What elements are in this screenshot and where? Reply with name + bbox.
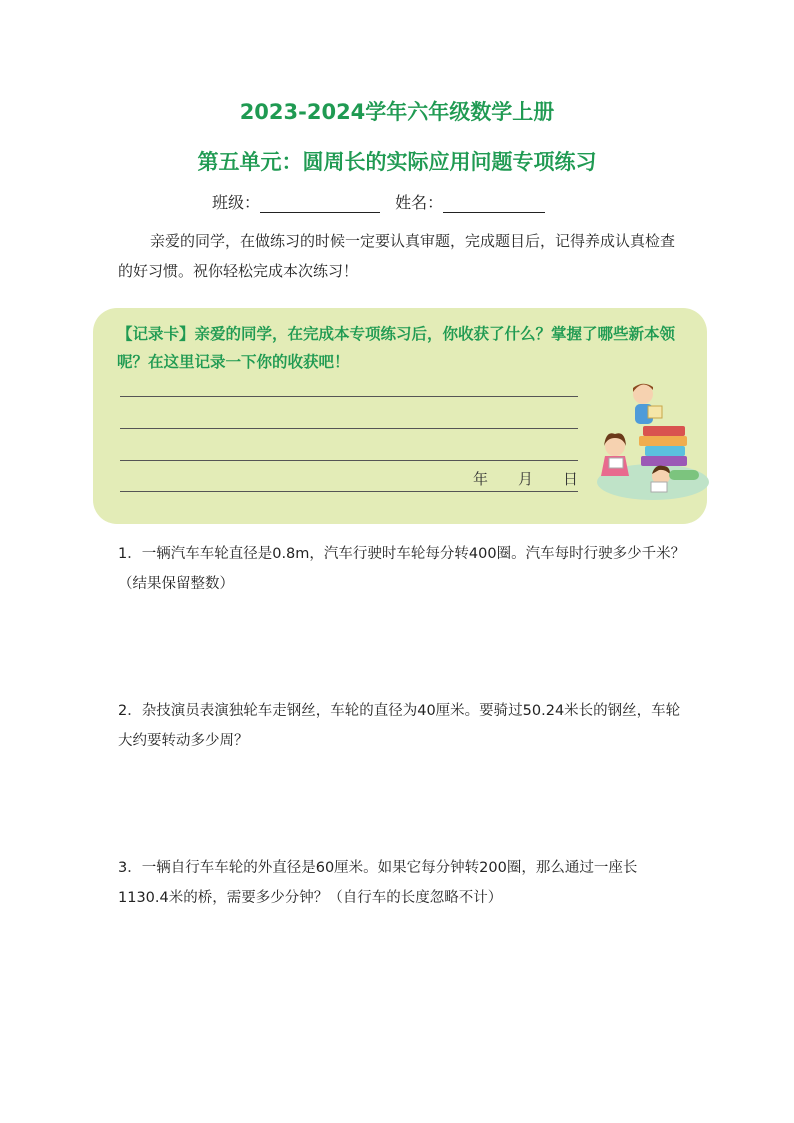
girl-book <box>609 458 623 468</box>
month-label: 月 <box>517 470 533 488</box>
record-date <box>473 468 578 489</box>
record-card-prompt: 【记录卡】亲爱的同学，在完成本专项练习后，你收获了什么？掌握了哪些新本领呢？在这里记录一下你的收获吧！ <box>117 325 676 371</box>
reading-children-illustration <box>593 378 711 508</box>
record-line[interactable] <box>120 460 578 461</box>
page-title: 2023-2024学年六年级数学上册 <box>239 100 555 124</box>
student-info-row <box>212 190 545 213</box>
boy-body <box>669 470 699 480</box>
book <box>639 436 687 446</box>
class-blank[interactable] <box>260 194 380 213</box>
book <box>643 426 685 436</box>
record-line[interactable] <box>120 491 578 492</box>
record-card <box>93 308 707 524</box>
year-label: 年 <box>473 470 489 488</box>
boy-book <box>651 482 667 492</box>
class-label: 班级： <box>212 193 261 212</box>
question-1: 1．一辆汽车车轮直径是0.8m，汽车行驶时车轮每分转400圈。汽车每时行驶多少千米？（结果保留整数） <box>118 546 686 592</box>
day-label: 日 <box>562 470 578 488</box>
book <box>645 446 685 456</box>
name-label: 姓名： <box>395 193 444 212</box>
question-3: 3．一辆自行车车轮的外直径是60厘米。如果它每分钟转200圈，那么通过一座长1130.4米的桥，需要多少分钟？（自行车的长度忽略不计） <box>118 860 638 906</box>
question-2: 2．杂技演员表演独轮车走钢丝，车轮的直径为40厘米。要骑过50.24米长的钢丝，车轮大约要转动多少周？ <box>118 703 681 749</box>
record-line[interactable] <box>120 396 578 397</box>
intro-paragraph: 亲爱的同学，在做练习的时候一定要认真审题，完成题目后，记得养成认真检查的好习惯。祝你轻松完成本次练习！ <box>118 232 676 280</box>
page-subtitle: 第五单元：圆周长的实际应用问题专项练习 <box>197 150 597 174</box>
book <box>641 456 687 466</box>
record-line[interactable] <box>120 428 578 429</box>
open-book <box>648 406 662 418</box>
name-blank[interactable] <box>443 194 545 213</box>
